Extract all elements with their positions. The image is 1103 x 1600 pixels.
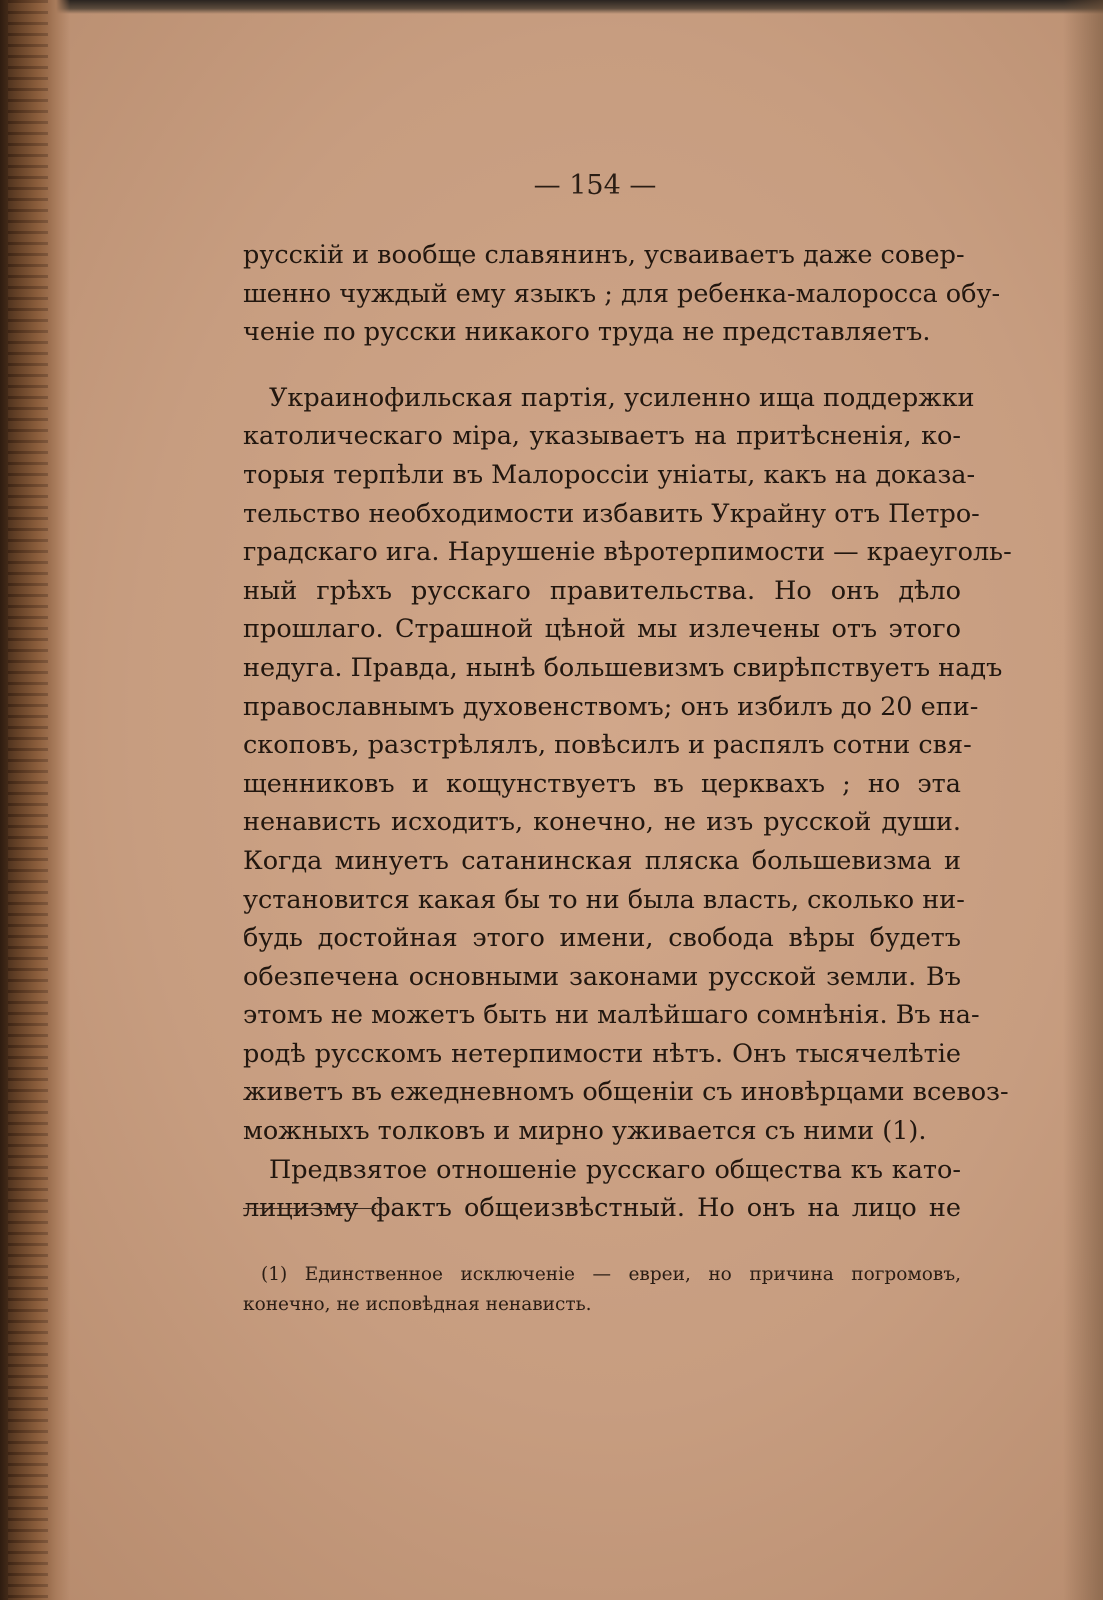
footnote-line: конечно, не исповѣдная ненависть. (243, 1294, 592, 1315)
paragraph-gap (243, 352, 961, 379)
footnotes (243, 1260, 961, 1320)
text-line: лицизму фактъ общеизвѣстный. Но онъ на лицо не (243, 1193, 961, 1224)
text-line: скоповъ, разстрѣлялъ, повѣсилъ и распялъ сотни свя- (243, 730, 972, 761)
main-text (243, 236, 1012, 1228)
text-line: прошлаго. Страшной цѣной мы излечены отъ этого (243, 614, 961, 645)
text-line: ный грѣхъ русскаго правительства. Но онъ дѣло (243, 575, 961, 606)
text-line: недуга. Правда, нынѣ большевизмъ свирѣпствуетъ надъ (243, 652, 1003, 683)
text-line: католическаго міра, указываетъ на притѣсненія, ко- (243, 421, 961, 452)
footnote-divider (243, 1208, 376, 1209)
text-line: шенно чуждый ему языкъ ; для ребенка-малоросса обу- (243, 278, 1001, 309)
text-line: торыя терпѣли въ Малороссіи уніаты, какъ на доказа- (243, 459, 976, 490)
text-line: ченіе по русски никакого труда не представляетъ. (243, 317, 931, 348)
text-line: щенниковъ и кощунствуетъ въ церквахъ ; но эта (243, 768, 961, 799)
text-line: русскій и вообще славянинъ, усваиваетъ даже совер- (243, 240, 965, 270)
text-line: тельство необходимости избавить Украйну отъ Петро- (243, 498, 980, 529)
text-line: градскаго ига. Нарушеніе вѣротерпимости — краеуголь- (243, 537, 1012, 568)
page-right-edge (1063, 0, 1103, 1600)
text-line: живетъ въ ежедневномъ общеніи съ иновѣрцами всевоз- (243, 1077, 1009, 1108)
page-top-shadow (0, 0, 1103, 14)
page-number: — 154 — (533, 170, 657, 201)
text-line: можныхъ толковъ и мирно уживается съ ними (1). (243, 1116, 927, 1147)
text-line: ненависть исходитъ, конечно, не изъ русской души. (243, 807, 961, 838)
text-line: будь достойная этого имени, свобода вѣры будетъ (243, 923, 961, 954)
text-line: установится какая бы то ни была власть, сколько ни- (243, 884, 965, 915)
text-line: Когда минуетъ сатанинская пляска большевизма и (243, 845, 961, 876)
text-line: этомъ не можетъ быть ни малѣйшаго сомнѣнія. Въ на- (243, 1000, 980, 1031)
text-line: Украинофильская партія, усиленно ища поддержки (269, 382, 975, 413)
text-line: обезпечена основными законами русской земли. Въ (243, 961, 961, 992)
text-line: православнымъ духовенствомъ; онъ избилъ до 20 епи- (243, 691, 979, 722)
footnote-line: (1) Единственное исключеніе — евреи, но причина погромовъ, (261, 1264, 961, 1285)
text-line: Предвзятое отношеніе русскаго общества къ като- (269, 1154, 961, 1185)
spine-texture (8, 0, 48, 1600)
text-line: родѣ русскомъ нетерпимости нѣтъ. Онъ тысячелѣтіе (243, 1038, 961, 1069)
